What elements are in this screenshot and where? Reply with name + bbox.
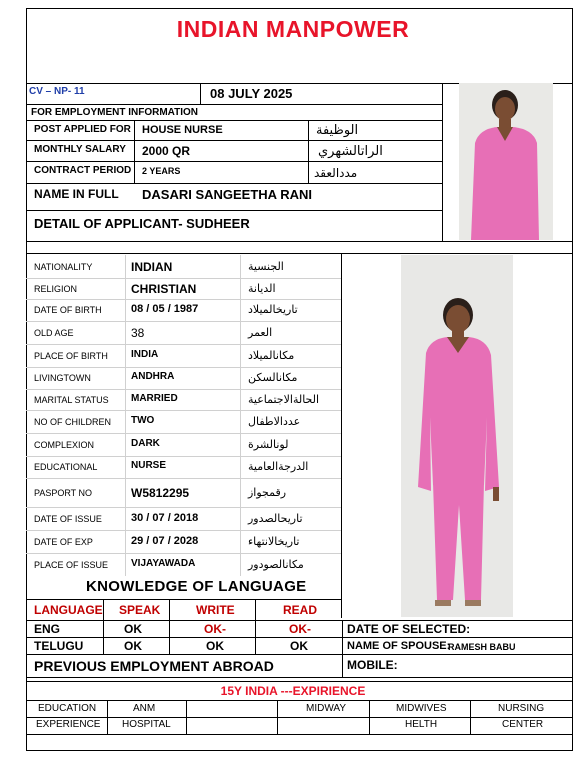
detail-arabic: مكانالميلاد [248, 349, 295, 362]
divider [26, 161, 442, 162]
divider [26, 140, 442, 141]
exp-midway: MIDWAY [306, 703, 346, 714]
row-divider [26, 530, 341, 531]
divider [26, 253, 573, 254]
detail-arabic: العمر [248, 326, 273, 339]
exp-experience-label: EXPERIENCE [36, 719, 101, 730]
detail-value: NURSE [131, 460, 167, 471]
row-divider [26, 478, 341, 479]
detail-label: DATE OF ISSUE [34, 514, 102, 524]
row-divider [26, 410, 341, 411]
post-value: HOUSE NURSE [142, 124, 223, 136]
exp-midwives: MIDWIVES [396, 703, 447, 714]
detail-label: PLACE OF BIRTH [34, 351, 108, 361]
detail-value: 38 [131, 326, 145, 340]
detail-arabic: الجنسية [248, 260, 284, 273]
detail-arabic: الحالةالاجتماعية [248, 393, 320, 406]
page-title: INDIAN MANPOWER [176, 16, 410, 42]
contract-value: 2 YEARS [142, 166, 181, 176]
lang-header-speak: SPEAK [119, 603, 161, 617]
detail-value: 29 / 07 / 2028 [131, 535, 199, 547]
applicant-photo-full [401, 255, 513, 617]
row-divider [26, 553, 341, 554]
lang-telugu-write: OK [206, 639, 224, 653]
lang-telugu-speak: OK [124, 639, 142, 653]
row-divider [26, 389, 341, 390]
row-divider [26, 367, 341, 368]
name-label: NAME IN FULL [34, 187, 119, 201]
detail-label: LIVINGTOWN [34, 373, 91, 383]
contract-label: CONTRACT PERIOD [34, 165, 132, 176]
divider [26, 104, 442, 105]
detail-arabic: الدرجةالعامية [248, 460, 309, 473]
detail-label: DATE OF EXP [34, 537, 93, 547]
spouse-value: RAMESH BABU [448, 642, 516, 652]
divider [26, 210, 442, 211]
employment-info-heading: FOR EMPLOYMENT INFORMATION [31, 107, 199, 118]
exp-center: CENTER [502, 719, 544, 730]
detail-label: NATIONALITY [34, 262, 93, 272]
detail-value: 30 / 07 / 2018 [131, 512, 199, 524]
detail-label: NO OF CHILDREN [34, 417, 112, 427]
post-arabic: الوظيفة [316, 123, 359, 138]
lang-eng: ENG [34, 622, 61, 636]
row-divider [26, 456, 341, 457]
detail-arabic: عددالاطفال [248, 415, 301, 428]
lang-header-read: READ [283, 603, 318, 617]
language-heading: KNOWLEDGE OF LANGUAGE [86, 578, 307, 595]
detail-value: CHRISTIAN [131, 282, 197, 296]
detail-arabic: رقمجواز [248, 486, 287, 499]
row-divider [26, 321, 341, 322]
applicant-name: DASARI SANGEETHA RANI [142, 187, 312, 202]
lang-eng-speak: OK [124, 622, 142, 636]
cv-date: 08 JULY 2025 [210, 86, 293, 101]
exp-education-label: EDUCATION [38, 703, 97, 714]
detail-arabic: لونالشرة [248, 438, 289, 451]
applicant-photo-small [459, 83, 553, 240]
exp-nursing: NURSING [498, 703, 545, 714]
detail-value: INDIA [131, 349, 159, 360]
detail-value: INDIAN [131, 260, 173, 274]
previous-employment-heading: PREVIOUS EMPLOYMENT ABROAD [34, 658, 274, 674]
lang-eng-write: OK- [204, 622, 226, 636]
detail-arabic: مكانالصودور [248, 558, 304, 571]
detail-label: EDUCATIONAL [34, 462, 98, 472]
cv-code: CV – NP- 11 [29, 86, 85, 97]
detail-value: 08 / 05 / 1987 [131, 303, 199, 315]
row-divider [26, 299, 341, 300]
lang-telugu-read: OK [290, 639, 308, 653]
divider [26, 241, 573, 242]
detail-value: W5812295 [131, 486, 190, 500]
row-divider [26, 433, 341, 434]
detail-arabic: تاريحالصدور [248, 512, 303, 525]
exp-anm: ANM [133, 703, 156, 714]
divider [26, 120, 442, 121]
salary-value: 2000 QR [142, 144, 191, 158]
exp-helth: HELTH [405, 719, 438, 730]
experience-heading: 15Y INDIA ---EXPIRIENCE [220, 684, 366, 698]
contract-arabic: مددالعقد [314, 166, 358, 180]
detail-value: TWO [131, 415, 155, 426]
mobile-label: MOBILE: [347, 658, 398, 672]
detail-arabic: الديانة [248, 282, 276, 295]
post-label: POST APPLIED FOR [34, 124, 131, 135]
detail-value: VIJAYAWADA [131, 558, 196, 569]
detail-label: RELIGION [34, 284, 78, 294]
detail-label: PASPORT NO [34, 488, 93, 498]
row-divider [26, 507, 341, 508]
detail-label: MARITAL STATUS [34, 395, 109, 405]
detail-value: MARRIED [131, 393, 178, 404]
date-selected-label: DATE OF SELECTED: [347, 622, 471, 636]
detail-arabic: مكانالسكن [248, 371, 298, 384]
detail-arabic: تاريخالميلاد [248, 303, 298, 316]
row-divider [26, 278, 341, 279]
lang-eng-read: OK- [289, 622, 311, 636]
lang-header-write: WRITE [196, 603, 235, 617]
salary-arabic: الراتالشهري [318, 144, 383, 159]
salary-label: MONTHLY SALARY [34, 144, 126, 155]
row-divider [26, 344, 341, 345]
exp-hospital: HOSPITAL [122, 719, 171, 730]
detail-label: DATE OF BIRTH [34, 305, 102, 315]
detail-heading: DETAIL OF APPLICANT- SUDHEER [34, 216, 250, 231]
spouse-label: NAME OF SPOUSE: [347, 640, 451, 652]
detail-label: COMPLEXION [34, 440, 95, 450]
lang-header-language: LANGUAGE [34, 603, 103, 617]
lang-telugu: TELUGU [34, 639, 84, 653]
detail-label: PLACE OF ISSUE [34, 560, 109, 570]
detail-arabic: تاريخالانتهاء [248, 535, 300, 548]
divider [26, 183, 442, 184]
detail-value: DARK [131, 438, 160, 449]
detail-value: ANDHRA [131, 371, 175, 382]
detail-label: OLD AGE [34, 328, 74, 338]
